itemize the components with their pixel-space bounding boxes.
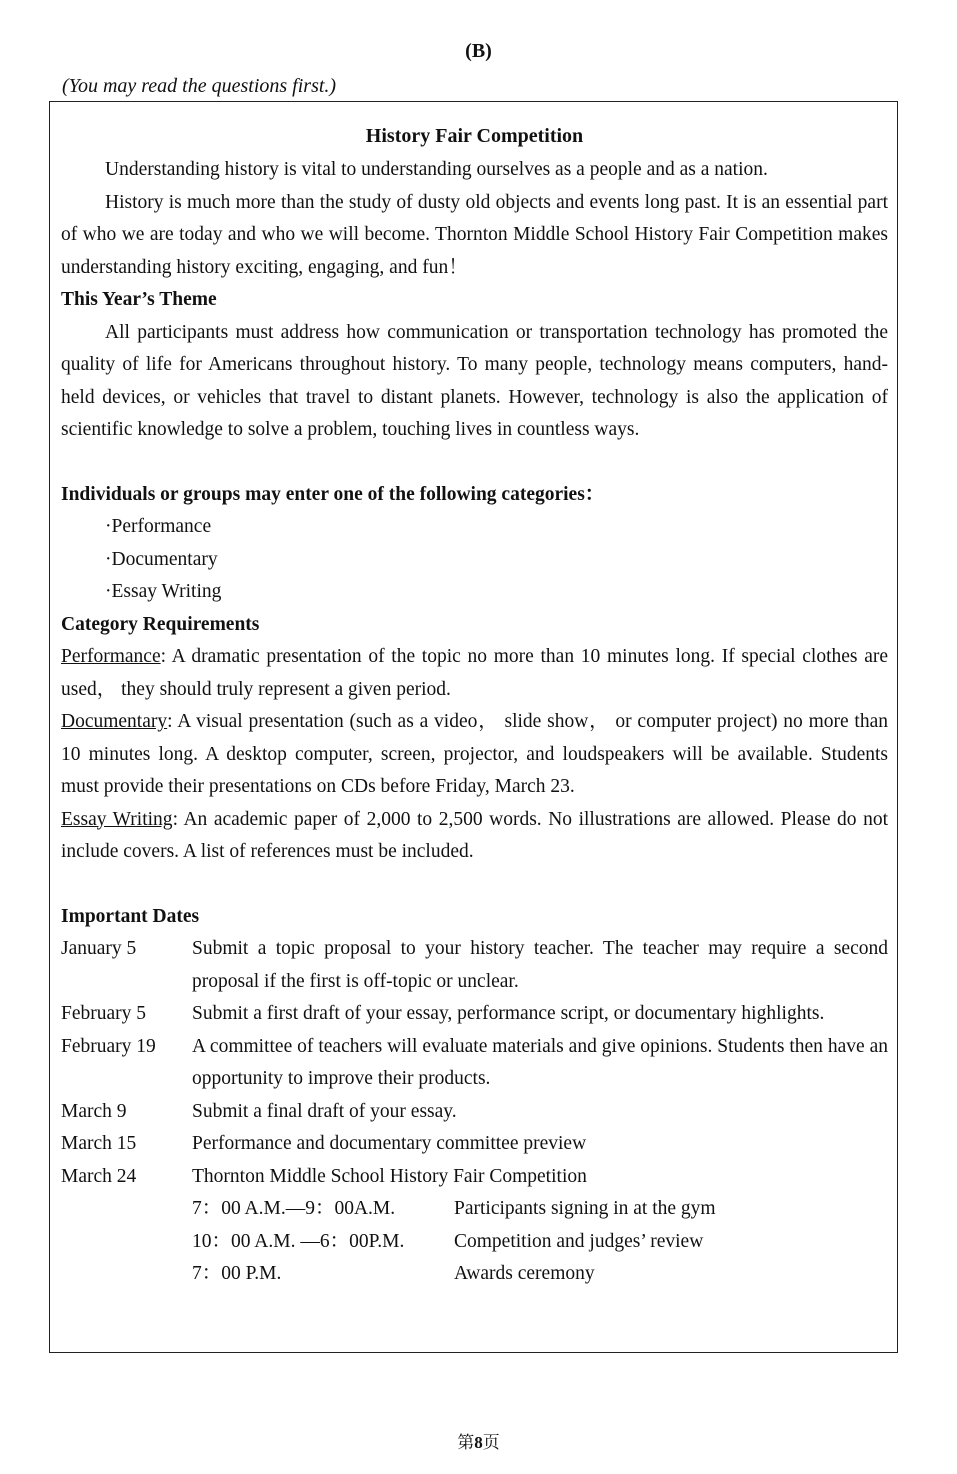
- dates-heading: Important Dates: [61, 905, 200, 927]
- requirement-name: Documentary: [61, 711, 168, 732]
- requirement-text: : A visual presentation (such as a video， slide show， or computer project) no more than 10 minutes long. A desktop computer, screen, projector, and loudspeakers will be available. Students must provide their presentations on CDs before Friday, March 23.: [61, 711, 888, 797]
- article-box: [49, 101, 898, 1353]
- spacer: [61, 869, 888, 901]
- date-row: [61, 1161, 888, 1194]
- date-label: February 19: [61, 1035, 156, 1057]
- requirements-heading: Category Requirements: [61, 613, 260, 635]
- schedule-row: [61, 1193, 888, 1226]
- requirement-performance: [61, 641, 888, 706]
- theme-heading: This Year’s Theme: [61, 289, 217, 310]
- article-title: History Fair Competition: [365, 125, 584, 147]
- requirement-name: Essay Writing: [61, 808, 173, 830]
- requirement-name: Performance: [61, 646, 161, 667]
- date-label: March 24: [61, 1165, 137, 1187]
- date-text: Submit a first draft of your essay, performance script, or documentary highlights.: [192, 1003, 825, 1024]
- intro-paragraph: History is much more than the study of dusty old objects and events long past. It is an essential part of who we are today and who we will become. Thornton Middle School History Fair Competition makes understanding history exciting, engaging, and fun！: [61, 191, 888, 278]
- date-label: February 5: [61, 1003, 147, 1024]
- schedule-event: Competition and judges’ review: [454, 1230, 704, 1252]
- article-content: [61, 122, 888, 1291]
- theme-text: All participants must address how communication or transportation technology has promoted the quality of life for Americans throughout history. To many people, technology means computers, hand-held devices, or vehicles that travel to distant planets. However, technology is also the application of scientific knowledge to solve a problem, touching lives in countless ways.: [61, 321, 888, 440]
- requirement-text: : A dramatic presentation of the topic no more than 10 minutes long. If special clothes are used， they should truly represent a given period.: [61, 646, 888, 700]
- category-item: ·Performance: [105, 516, 212, 537]
- date-text: Thornton Middle School History Fair Competition: [192, 1165, 587, 1187]
- reading-instruction: (You may read the questions first.): [62, 75, 337, 97]
- date-row: [61, 998, 888, 1031]
- date-label: March 15: [61, 1133, 137, 1154]
- date-text: Submit a final draft of your essay.: [192, 1100, 457, 1122]
- page-number: 8: [474, 1433, 483, 1452]
- dates-list: [61, 933, 888, 1291]
- date-label: March 9: [61, 1100, 127, 1122]
- categories-heading: Individuals or groups may enter one of the following categories：: [61, 483, 605, 505]
- schedule-time: 7：00 A.M.—9：00A.M.: [192, 1198, 396, 1219]
- schedule-time: 7：00 P.M.: [192, 1263, 282, 1284]
- date-row: [61, 1096, 888, 1129]
- intro-paragraph: Understanding history is vital to understanding ourselves as a people and as a nation.: [105, 159, 768, 180]
- category-item: ·Documentary: [105, 548, 218, 570]
- date-row: [61, 1031, 888, 1096]
- page-prefix: 第: [457, 1433, 475, 1452]
- requirement-documentary: [61, 706, 888, 804]
- schedule-event: Participants signing in at the gym: [454, 1198, 716, 1219]
- requirement-text: : An academic paper of 2,000 to 2,500 words. No illustrations are allowed. Please do not include covers. A list of references must be included.: [61, 808, 888, 862]
- schedule-time: 10：00 A.M. —6：00P.M.: [192, 1230, 405, 1252]
- schedule-row: [61, 1226, 888, 1259]
- spacer: [61, 447, 888, 479]
- page-suffix: 页: [482, 1433, 500, 1452]
- page-footer: [0, 1428, 957, 1453]
- date-label: January 5: [61, 938, 137, 959]
- date-text: Performance and documentary committee preview: [192, 1133, 587, 1154]
- category-item: ·Essay Writing: [105, 581, 222, 602]
- date-row: [61, 933, 888, 998]
- schedule-row: [61, 1258, 888, 1291]
- date-text: A committee of teachers will evaluate materials and give opinions. Students then have an opportunity to improve their products.: [192, 1035, 888, 1089]
- section-label: (B): [465, 40, 492, 62]
- date-text: Submit a topic proposal to your history teacher. The teacher may require a second proposal if the first is off-topic or unclear.: [192, 938, 888, 992]
- schedule-event: Awards ceremony: [454, 1263, 595, 1284]
- requirement-essay: [61, 804, 888, 869]
- date-row: [61, 1128, 888, 1161]
